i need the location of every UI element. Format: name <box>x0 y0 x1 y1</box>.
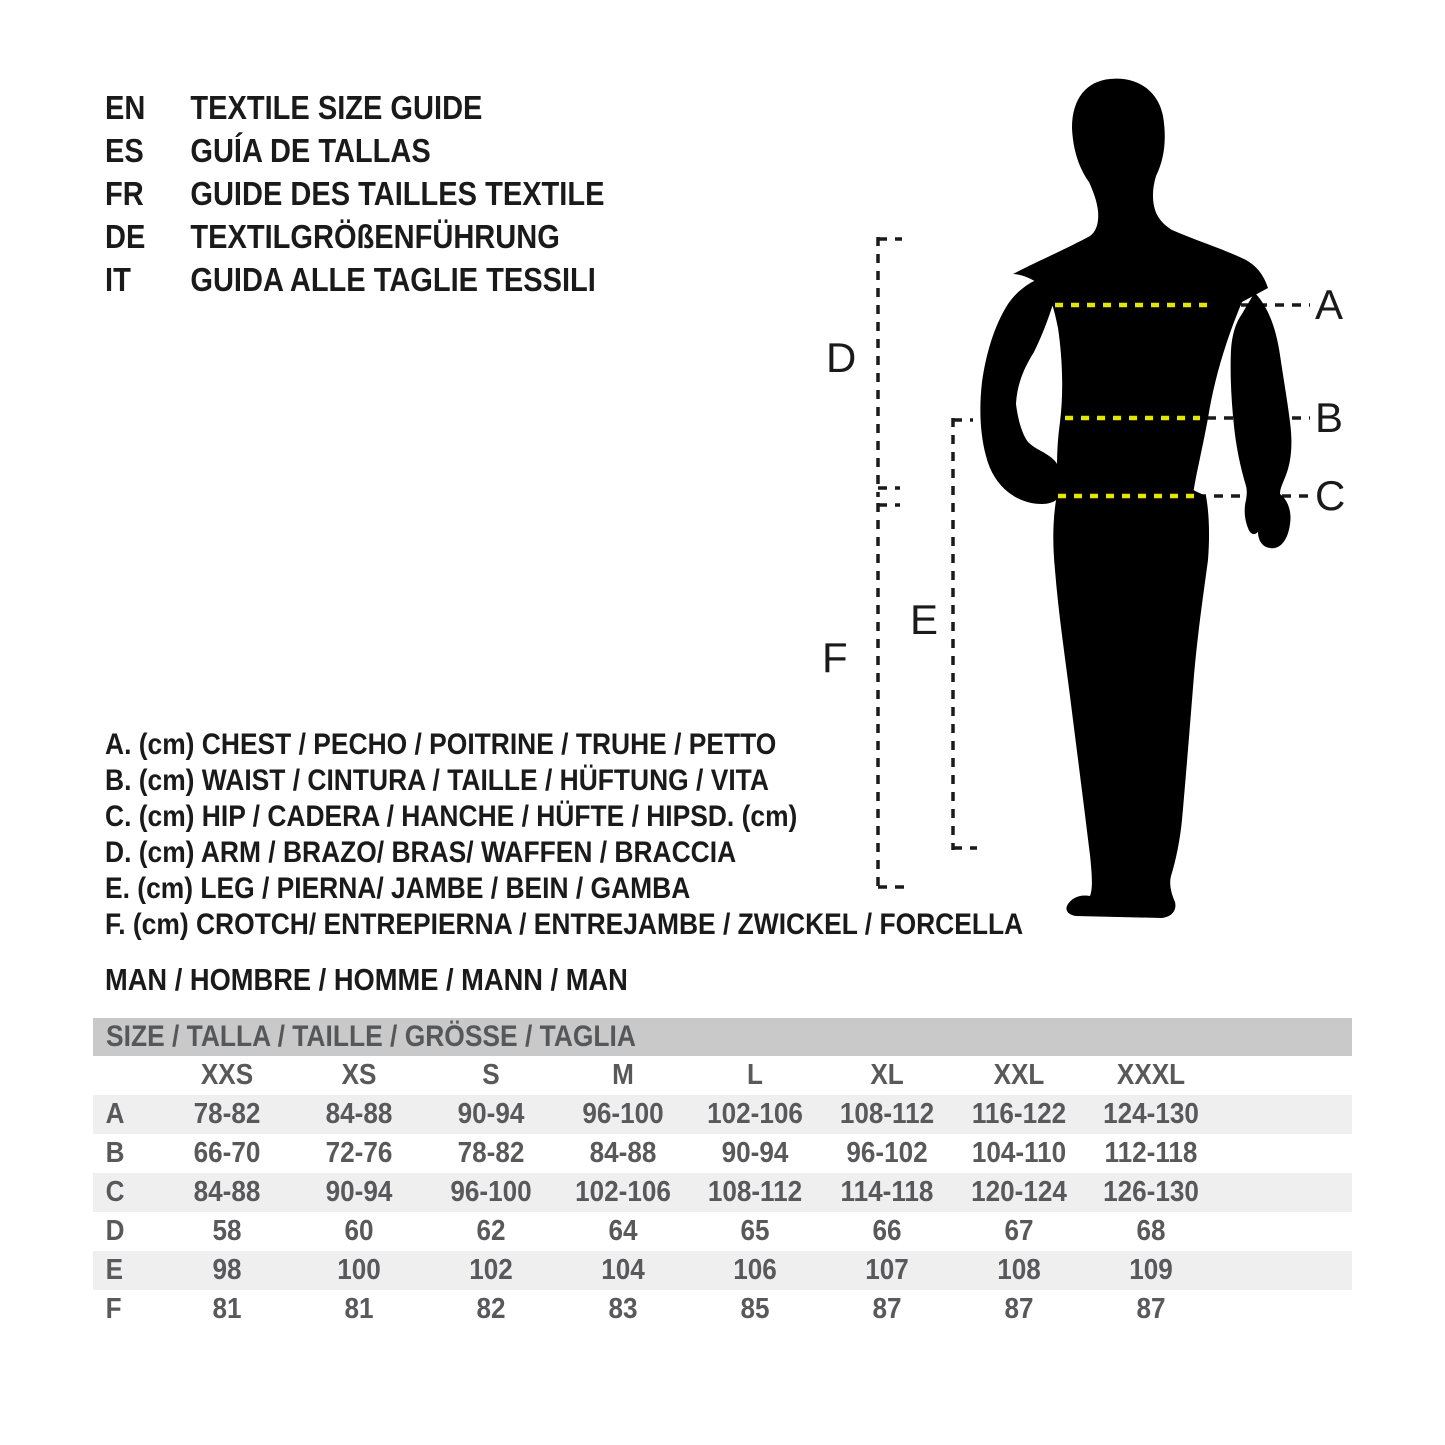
legend-chest: A. (cm) CHEST / PECHO / POITRINE / TRUHE / PETTO <box>105 728 777 761</box>
table-cell: 62 <box>476 1215 506 1247</box>
table-cell: 67 <box>1004 1215 1034 1247</box>
table-cell: 84-88 <box>589 1137 657 1169</box>
measurement-legend <box>105 727 1023 943</box>
guide-title-it: GUIDA ALLE TAGLIE TESSILI <box>190 261 596 298</box>
table-cell: 83 <box>608 1293 638 1325</box>
language-title-list <box>105 86 604 301</box>
table-cell: 64 <box>608 1215 638 1247</box>
table-cell: 68 <box>1136 1215 1166 1247</box>
size-col-header: XS <box>341 1059 377 1091</box>
table-cell: 109 <box>1129 1254 1173 1286</box>
table-cell: 108-112 <box>707 1176 803 1208</box>
filler-cell <box>1224 1212 1346 1251</box>
table-cell: 84-88 <box>193 1176 261 1208</box>
silhouette-legs-shoe <box>1053 490 1209 918</box>
row-label: C <box>105 1176 125 1208</box>
guide-title-fr: GUIDE DES TAILLES TEXTILE <box>190 175 605 212</box>
language-row-fr <box>105 172 604 215</box>
table-cell: 116-122 <box>971 1098 1067 1130</box>
language-code: DE <box>105 218 146 255</box>
table-cell: 100 <box>337 1254 381 1286</box>
empty-corner-cell <box>93 1056 154 1095</box>
row-label: D <box>105 1215 125 1247</box>
table-cell: 81 <box>212 1293 242 1325</box>
label-b-waist: B <box>1315 394 1344 441</box>
size-col-header: L <box>747 1059 763 1091</box>
size-col-header: XXXL <box>1116 1059 1186 1091</box>
table-cell: 106 <box>733 1254 777 1286</box>
legend-leg: E. (cm) LEG / PIERNA/ JAMBE / BEIN / GAMBA <box>105 872 691 905</box>
table-cell: 65 <box>740 1215 770 1247</box>
table-cell: 82 <box>476 1293 506 1325</box>
filler-cell <box>1224 1056 1346 1095</box>
table-cell: 114-118 <box>840 1176 934 1208</box>
filler-cell <box>1224 1134 1346 1173</box>
label-f-crotch: F <box>822 634 848 681</box>
filler-cell <box>1224 1095 1346 1134</box>
filler-cell <box>1224 1251 1346 1290</box>
row-label: F <box>105 1293 122 1325</box>
table-cell: 102 <box>469 1254 513 1286</box>
guide-title-en: TEXTILE SIZE GUIDE <box>190 89 483 126</box>
table-cell: 112-118 <box>1104 1137 1198 1169</box>
legend-waist: B. (cm) WAIST / CINTURA / TAILLE / HÜFTUNG / VITA <box>105 764 769 797</box>
table-cell: 120-124 <box>971 1176 1067 1208</box>
language-row-de <box>105 215 604 258</box>
table-cell: 72-76 <box>325 1137 393 1169</box>
size-col-header: S <box>482 1059 500 1091</box>
table-cell: 108-112 <box>839 1098 935 1130</box>
table-cell: 126-130 <box>1103 1176 1199 1208</box>
table-cell: 90-94 <box>457 1098 525 1130</box>
size-table <box>93 1018 1352 1329</box>
table-row-f <box>93 1290 1352 1329</box>
table-row-e <box>93 1251 1352 1290</box>
audience-line <box>105 960 699 1000</box>
filler-cell <box>1224 1173 1346 1212</box>
table-cell: 85 <box>740 1293 770 1325</box>
table-cell: 104 <box>601 1254 645 1286</box>
filler-cell <box>1224 1290 1346 1329</box>
row-label: A <box>105 1098 125 1130</box>
table-cell: 104-110 <box>971 1137 1067 1169</box>
table-cell: 90-94 <box>721 1137 789 1169</box>
table-cell: 108 <box>997 1254 1041 1286</box>
table-cell: 78-82 <box>457 1137 525 1169</box>
audience-text: MAN / HOMBRE / HOMME / MANN / MAN <box>105 962 628 997</box>
table-cell: 102-106 <box>707 1098 803 1130</box>
legend-hip: C. (cm) HIP / CADERA / HANCHE / HÜFTE / HIPSD. (cm) <box>105 800 798 833</box>
size-table-title: SIZE / TALLA / TAILLE / GRÖSSE / TAGLIA <box>106 1020 636 1053</box>
table-row-a <box>93 1095 1352 1134</box>
language-code: IT <box>105 261 131 298</box>
size-header-row <box>93 1056 1352 1095</box>
table-cell: 107 <box>865 1254 909 1286</box>
table-cell: 98 <box>212 1254 242 1286</box>
table-cell: 90-94 <box>325 1176 393 1208</box>
language-row-en <box>105 86 604 129</box>
language-row-es <box>105 129 604 172</box>
table-row-c <box>93 1173 1352 1212</box>
row-label: E <box>105 1254 124 1286</box>
table-cell: 81 <box>344 1293 374 1325</box>
label-c-hip: C <box>1315 472 1346 519</box>
table-cell: 124-130 <box>1103 1098 1199 1130</box>
table-cell: 87 <box>872 1293 902 1325</box>
table-cell: 66 <box>872 1215 902 1247</box>
guide-title-de: TEXTILGRÖßENFÜHRUNG <box>190 218 560 255</box>
table-row-d <box>93 1212 1352 1251</box>
table-row-b <box>93 1134 1352 1173</box>
size-col-header: XL <box>870 1059 904 1091</box>
legend-arm: D. (cm) ARM / BRAZO/ BRAS/ WAFFEN / BRACCIA <box>105 836 737 869</box>
table-cell: 96-102 <box>846 1137 928 1169</box>
table-cell: 84-88 <box>325 1098 393 1130</box>
size-col-header: XXS <box>200 1059 254 1091</box>
language-code: ES <box>105 132 144 169</box>
table-cell: 87 <box>1136 1293 1166 1325</box>
guide-title-es: GUÍA DE TALLAS <box>190 132 431 169</box>
table-cell: 96-100 <box>582 1098 664 1130</box>
size-table-header-bar <box>93 1018 1352 1056</box>
language-code: EN <box>105 89 146 126</box>
label-a-chest: A <box>1315 281 1344 328</box>
table-cell: 58 <box>212 1215 242 1247</box>
table-cell: 66-70 <box>193 1137 261 1169</box>
silhouette-left-arm-pocket-hand <box>980 270 1062 504</box>
size-col-header: M <box>612 1059 634 1091</box>
table-cell: 96-100 <box>450 1176 532 1208</box>
table-cell: 102-106 <box>575 1176 671 1208</box>
label-d-arm: D <box>826 334 857 381</box>
language-code: FR <box>105 175 144 212</box>
legend-crotch: F. (cm) CROTCH/ ENTREPIERNA / ENTREJAMBE / ZWICKEL / FORCELLA <box>105 908 1024 941</box>
language-row-it <box>105 258 604 301</box>
label-e-leg: E <box>910 596 939 643</box>
table-cell: 87 <box>1004 1293 1034 1325</box>
table-cell: 60 <box>344 1215 374 1247</box>
row-label: B <box>105 1137 125 1169</box>
man-silhouette <box>980 79 1291 918</box>
table-cell: 78-82 <box>193 1098 261 1130</box>
size-col-header: XXL <box>993 1059 1045 1091</box>
